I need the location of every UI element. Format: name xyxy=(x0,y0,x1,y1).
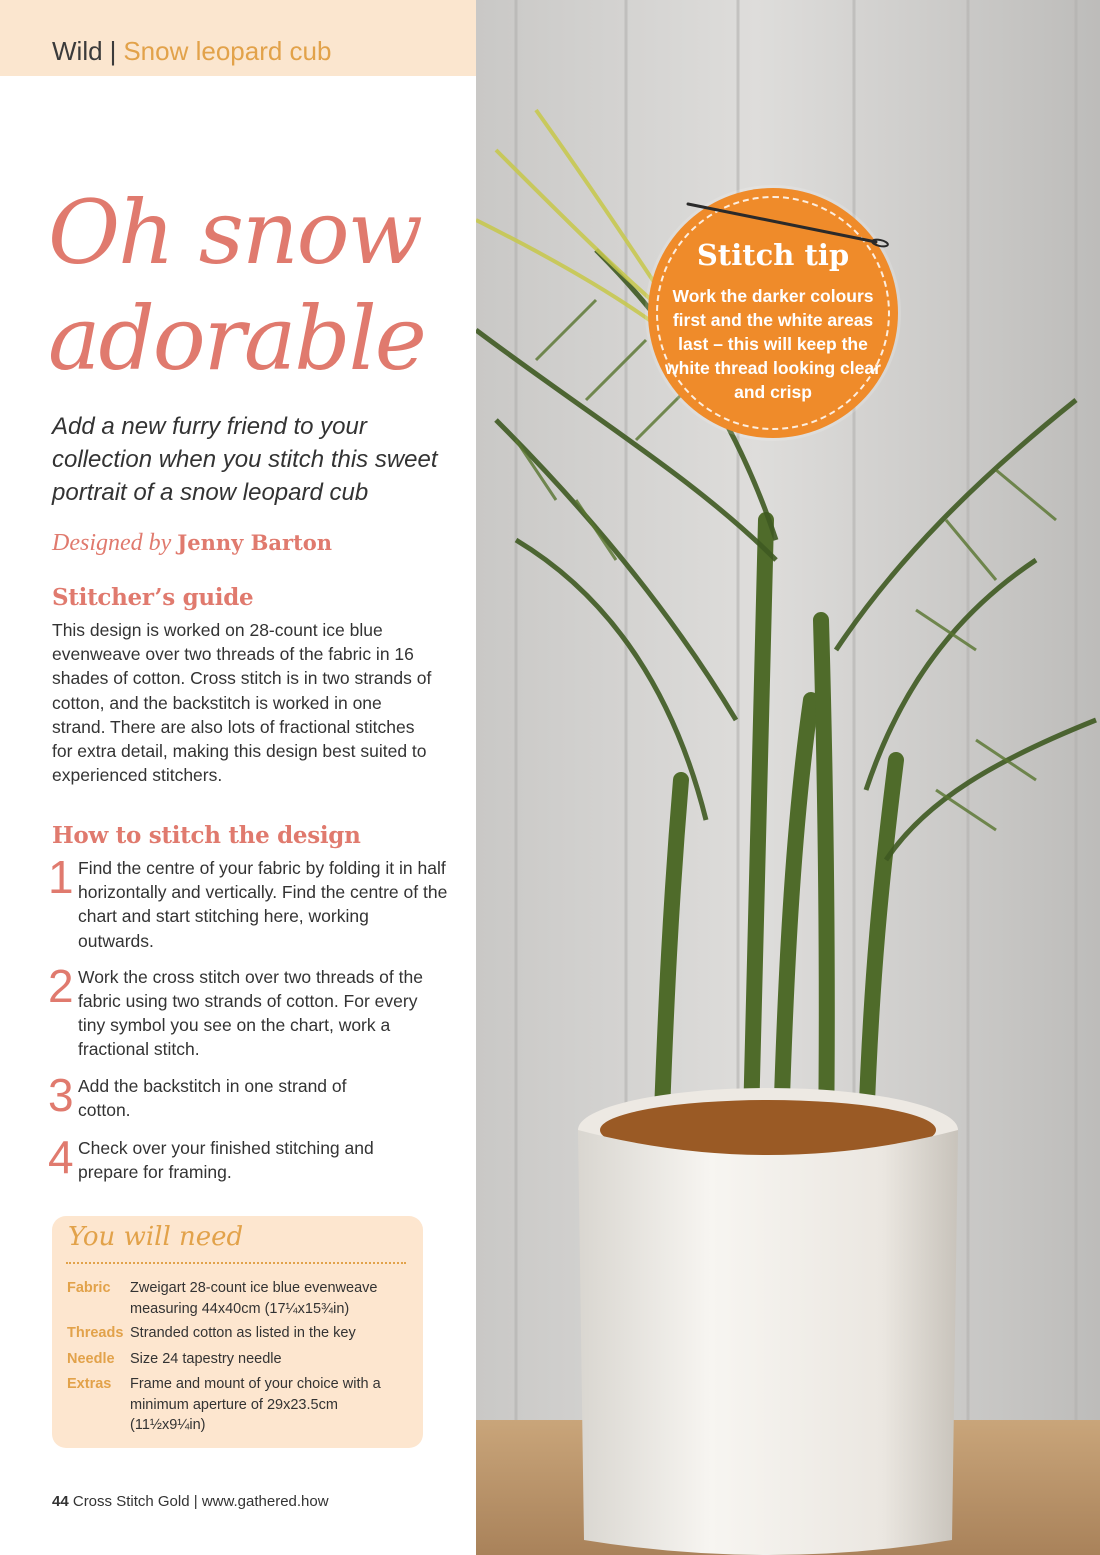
steps-list xyxy=(48,851,448,1198)
need-label: Extras xyxy=(67,1376,112,1392)
step-text: Work the cross stitch over two threads of the fabric using two strands of cotton. For every tiny symbol you see on the chart, work a fractional stitch. xyxy=(78,966,423,1060)
needle-icon xyxy=(686,196,896,256)
stitch-tip-text: Work the darker colours first and the white areas last – this will keep the white thread looking clear and crisp xyxy=(665,286,881,402)
step-item xyxy=(48,1130,448,1186)
step-text: Add the backstitch in one strand of cotton. xyxy=(78,1075,347,1120)
need-label: Threads xyxy=(67,1325,124,1341)
how-to-heading: How to stitch the design xyxy=(52,822,361,849)
designer-credit xyxy=(52,530,332,557)
step-item xyxy=(48,959,448,1062)
need-value: Zweigart 28-count ice blue evenweave measuring 44x40cm (17¼x15¾in) xyxy=(130,1280,378,1317)
step-number: 1 xyxy=(48,851,74,903)
designer-prefix: Designed by xyxy=(52,530,172,556)
step-item xyxy=(48,1068,448,1124)
step-number: 4 xyxy=(48,1130,74,1183)
you-will-need-box xyxy=(52,1216,423,1448)
section-header xyxy=(52,36,331,67)
step-text: Check over your finished stitching and prepare for framing. xyxy=(78,1137,374,1182)
need-label: Needle xyxy=(67,1351,115,1367)
website-link[interactable]: www.gathered.how xyxy=(201,1493,329,1510)
stitchers-guide-heading: Stitcher’s guide xyxy=(52,584,254,611)
need-value: Frame and mount of your choice with a minimum aperture of 29x23.5cm (11½x9¼in) xyxy=(130,1376,381,1433)
dotted-divider xyxy=(66,1262,406,1264)
step-number: 3 xyxy=(48,1068,74,1121)
magazine-name: Cross Stitch Gold xyxy=(72,1493,190,1510)
article-column xyxy=(0,0,476,1555)
need-item-threads xyxy=(67,1323,412,1344)
step-number: 2 xyxy=(48,959,74,1012)
section-name: Wild xyxy=(52,36,103,66)
need-value: Size 24 tapestry needle xyxy=(130,1351,282,1367)
stitch-tip-title: Stitch tip xyxy=(696,238,850,272)
section-topic: Snow leopard cub xyxy=(123,36,332,66)
need-item-fabric xyxy=(67,1278,412,1319)
need-label: Fabric xyxy=(67,1280,111,1296)
article-title xyxy=(48,180,468,392)
page-footer xyxy=(52,1493,329,1510)
need-item-extras xyxy=(67,1374,412,1436)
designer-name: Jenny Barton xyxy=(177,530,333,555)
you-will-need-title: You will need xyxy=(68,1222,244,1252)
need-value: Stranded cotton as listed in the key xyxy=(130,1325,356,1341)
footer-separator: | xyxy=(193,1493,198,1510)
need-item-needle xyxy=(67,1349,412,1370)
stitchers-guide-text: This design is worked on 28-count ice blue evenweave over two threads of the fabric in 16 shades of cotton. Cross stitch is in two strands of cotton, and the backstitch is worked in one strand. There are also lots of fractional stitches for extra detail, making this design best suited to experienced stitchers. xyxy=(52,620,432,786)
step-text: Find the centre of your fabric by folding it in half horizontally and vertically. Find the centre of the chart and start stitching here, working outwards. xyxy=(78,858,448,951)
article-standfirst: Add a new furry friend to your collection when you stitch this sweet portrait of a snow leopard cub xyxy=(52,413,438,506)
page-number: 44 xyxy=(52,1493,69,1510)
title-line-2: adorable xyxy=(48,287,425,390)
title-line-1: Oh snow xyxy=(48,181,421,284)
step-item xyxy=(48,851,448,953)
header-separator: | xyxy=(109,36,117,66)
